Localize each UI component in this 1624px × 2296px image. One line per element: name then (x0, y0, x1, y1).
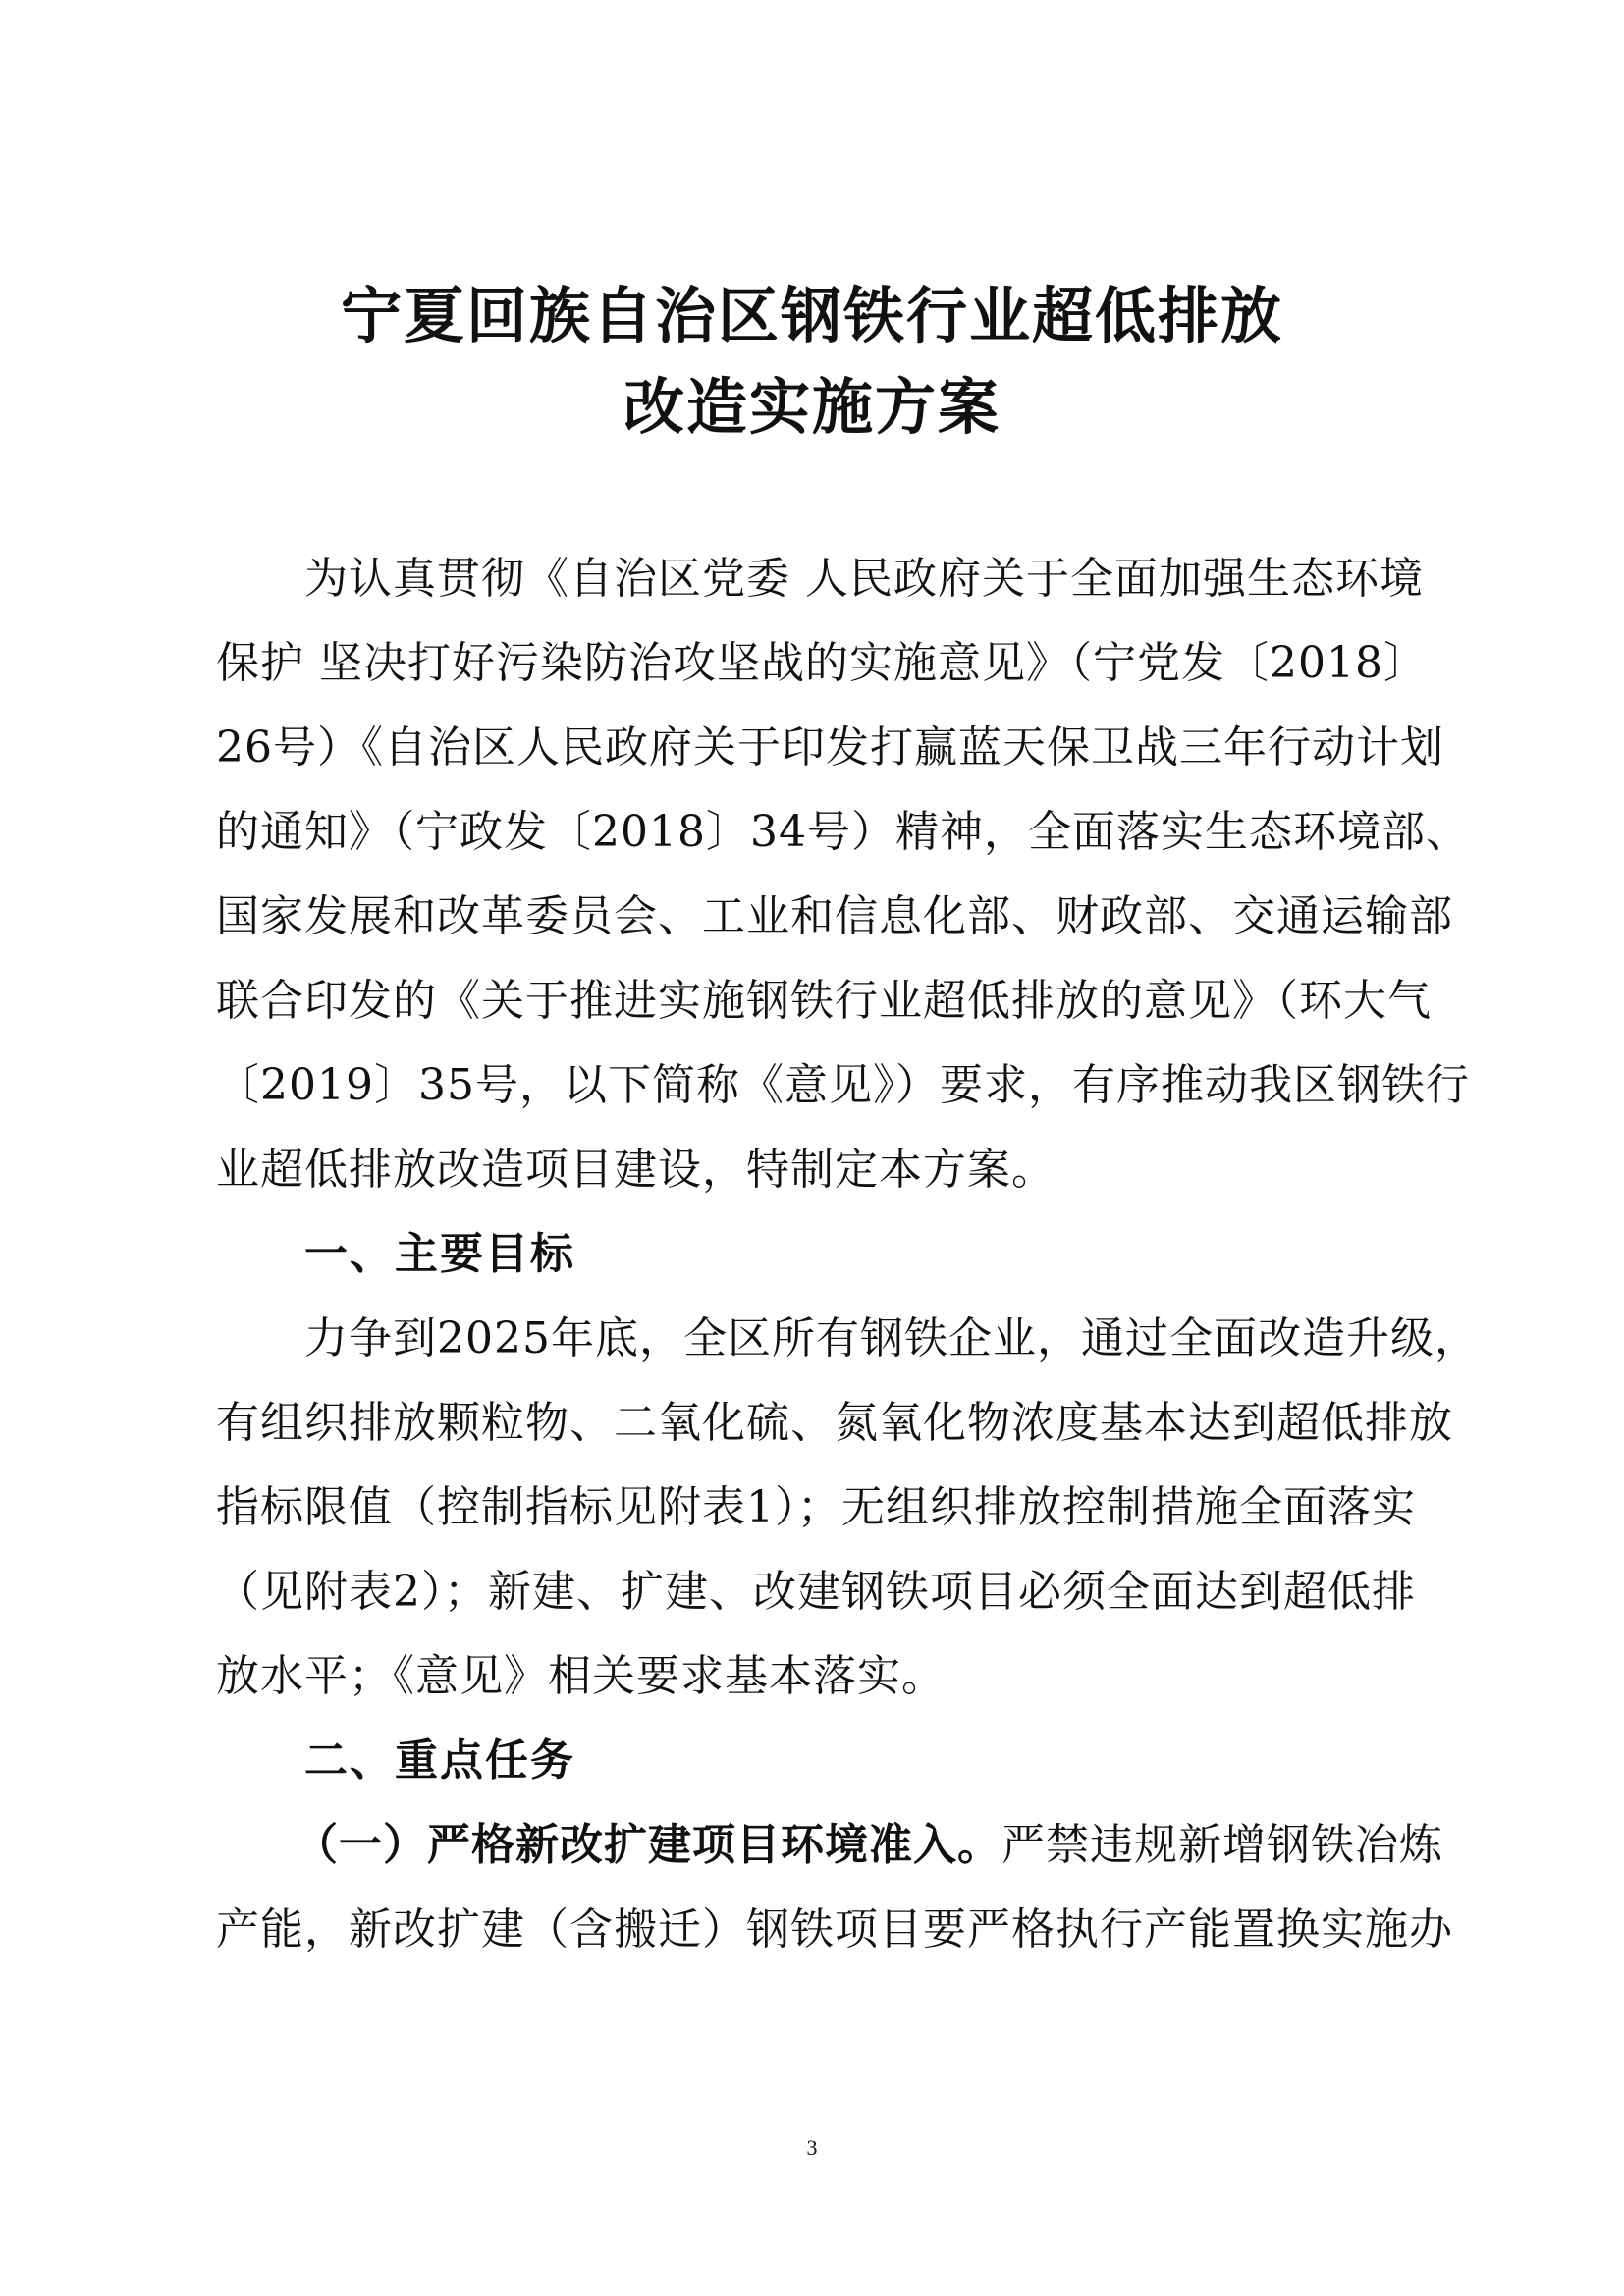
intro-line: 为认真贯彻《自治区党委 人民政府关于全面加强生态环境 (304, 554, 1424, 604)
section2-item1-line (295, 1816, 1443, 1874)
page-number: 3 (806, 2135, 818, 2160)
intro-line: 保护 坚决打好污染防治攻坚战的实施意见》（宁党发〔2018〕 (216, 638, 1428, 688)
document-title-line-1: 宁夏回族自治区钢铁行业超低排放 (340, 280, 1283, 351)
section1-line: 力争到2025年底，全区所有钢铁企业，通过全面改造升级， (304, 1313, 1479, 1363)
section2-line: 产能，新改扩建（含搬迁）钢铁项目要严格执行产能置换实施办 (216, 1904, 1453, 1954)
section1-line: （见附表2）；新建、扩建、改建钢铁项目必须全面达到超低排 (216, 1567, 1416, 1617)
section1-line: 放水平；《意见》相关要求基本落实。 (216, 1651, 946, 1701)
intro-line: 的通知》（宁政发〔2018〕34号）精神，全面落实生态环境部、 (216, 807, 1470, 857)
intro-line: 联合印发的《关于推进实施钢铁行业超低排放的意见》（环大气 (216, 976, 1432, 1026)
intro-line: 26号）《自治区人民政府关于印发打赢蓝天保卫战三年行动计划 (216, 722, 1444, 773)
intro-line: 〔2019〕35号，以下简称《意见》）要求，有序推动我区钢铁行 (216, 1060, 1470, 1110)
intro-line: 国家发展和改革委员会、工业和信息化部、财政部、交通运输部 (216, 891, 1453, 941)
section-heading-key-tasks: 二、重点任务 (304, 1735, 575, 1786)
section1-line: 有组织排放颗粒物、二氧化硫、氮氧化物浓度基本达到超低排放 (216, 1398, 1453, 1448)
section-heading-main-goals: 一、主要目标 (304, 1229, 575, 1279)
document-title-line-2: 改造实施方案 (623, 371, 1001, 443)
section1-line: 指标限值（控制指标见附表1）；无组织排放控制措施全面落实 (216, 1482, 1416, 1532)
item-heading-bold: （一）严格新改扩建项目环境准入。 (295, 1820, 1001, 1870)
intro-line: 业超低排放改造项目建设，特制定本方案。 (216, 1145, 1056, 1195)
item-text: 严禁违规新增钢铁冶炼 (1001, 1820, 1443, 1870)
